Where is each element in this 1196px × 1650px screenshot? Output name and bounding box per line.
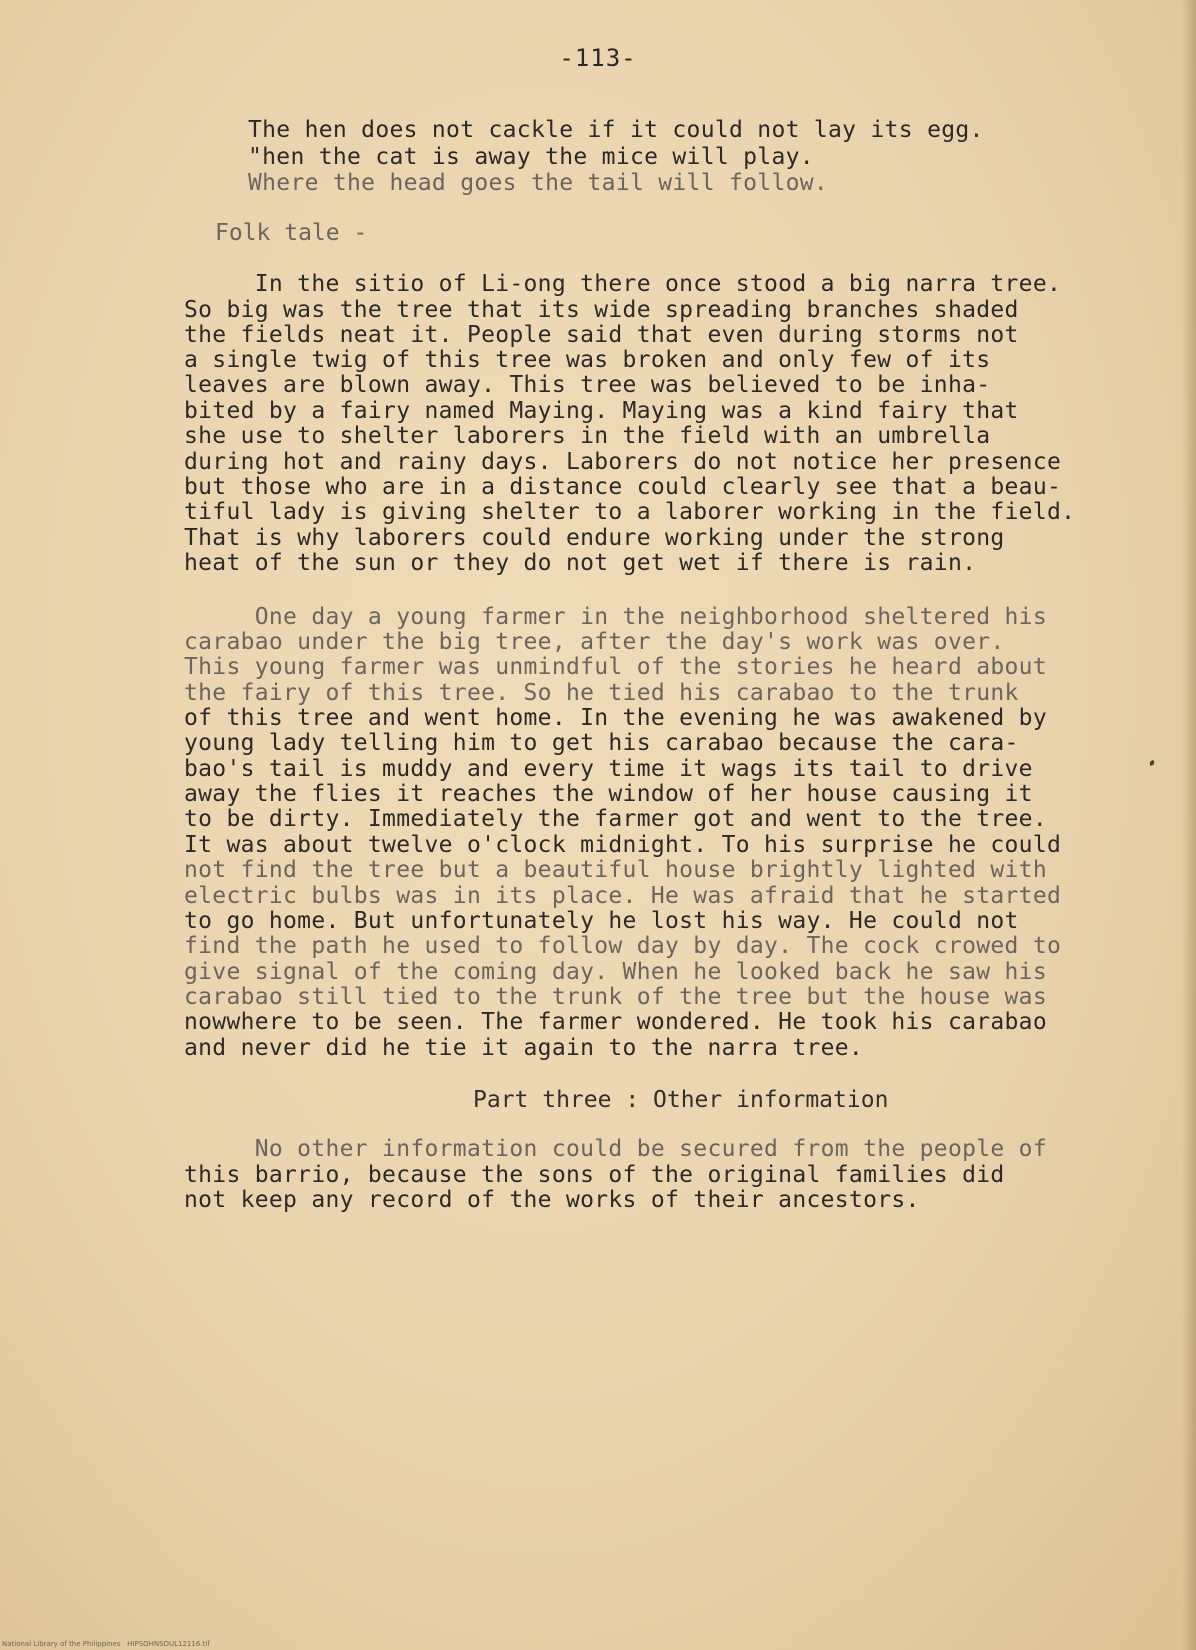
text-line: bited by a fairy named Maying. Maying was a kind fairy that xyxy=(184,398,1019,424)
page-number: -113- xyxy=(559,44,637,72)
text-line: to go home. But unfortunately he lost his way. He could not xyxy=(184,908,1019,934)
text-line: carabao still tied to the trunk of the tree but the house was xyxy=(184,984,1047,1010)
text-line: electric bulbs was in its place. He was afraid that he started xyxy=(184,883,1062,909)
text-line: the fields neat it. People said that even during storms not xyxy=(184,322,1019,348)
text-line: One day a young farmer in the neighborhood sheltered his xyxy=(184,604,1047,630)
text-line: of this tree and went home. In the evening he was awakened by xyxy=(184,705,1047,731)
text-line: and never did he tie it again to the narra tree. xyxy=(184,1035,864,1061)
proverb-line: The hen does not cackle if it could not lay its egg. xyxy=(248,117,984,143)
text-line: a single twig of this tree was broken and only few of its xyxy=(184,347,991,373)
text-line: tiful lady is giving shelter to a laborer working in the field. xyxy=(184,499,1076,525)
text-line: not find the tree but a beautiful house brightly lighted with xyxy=(184,857,1047,883)
text-line: This young farmer was unmindful of the stories he heard about xyxy=(184,654,1047,680)
proverb-line: "hen the cat is away the mice will play. xyxy=(248,144,814,170)
text-line: It was about twelve o'clock midnight. To his surprise he could xyxy=(184,832,1062,858)
text-line: leaves are blown away. This tree was believed to be inha- xyxy=(184,372,991,398)
proverb-line: Where the head goes the tail will follow. xyxy=(248,170,829,196)
text-line: No other information could be secured from the people of xyxy=(184,1136,1047,1162)
text-line: In the sitio of Li-ong there once stood a big narra tree. xyxy=(184,271,1062,297)
text-line: carabao under the big tree, after the day's work was over. xyxy=(184,629,1005,655)
page-edge-shadow xyxy=(1182,0,1196,1650)
text-line: not keep any record of the works of their ancestors. xyxy=(184,1187,920,1213)
text-line: find the path he used to follow day by day. The cock crowed to xyxy=(184,933,1062,959)
ink-speck xyxy=(1149,759,1155,766)
archive-footer: National Library of the Philippines HIPSOHNSDUL12116.tif xyxy=(2,1640,210,1648)
text-line: but those who are in a distance could clearly see that a beau- xyxy=(184,474,1062,500)
text-line: heat of the sun or they do not get wet if there is rain. xyxy=(184,550,977,576)
text-line: So big was the tree that its wide spreading branches shaded xyxy=(184,297,1019,323)
text-line: nowwhere to be seen. The farmer wondered. He took his carabao xyxy=(184,1009,1047,1035)
part-three-heading: Part three : Other information xyxy=(473,1087,889,1113)
text-line: young lady telling him to get his carabao because the cara- xyxy=(184,730,1019,756)
text-line: away the flies it reaches the window of her house causing it xyxy=(184,781,1033,807)
text-line: give signal of the coming day. When he looked back he saw his xyxy=(184,959,1047,985)
text-line: the fairy of this tree. So he tied his carabao to the trunk xyxy=(184,680,1019,706)
text-line: during hot and rainy days. Laborers do not notice her presence xyxy=(184,449,1062,475)
text-line: she use to shelter laborers in the field with an umbrella xyxy=(184,423,991,449)
text-line: to be dirty. Immediately the farmer got and went to the tree. xyxy=(184,806,1047,832)
text-line: That is why laborers could endure working under the strong xyxy=(184,525,1005,551)
folk-tale-heading: Folk tale - xyxy=(215,220,368,246)
text-line: bao's tail is muddy and every time it wags its tail to drive xyxy=(184,756,1033,782)
text-line: this barrio, because the sons of the original families did xyxy=(184,1162,1005,1188)
